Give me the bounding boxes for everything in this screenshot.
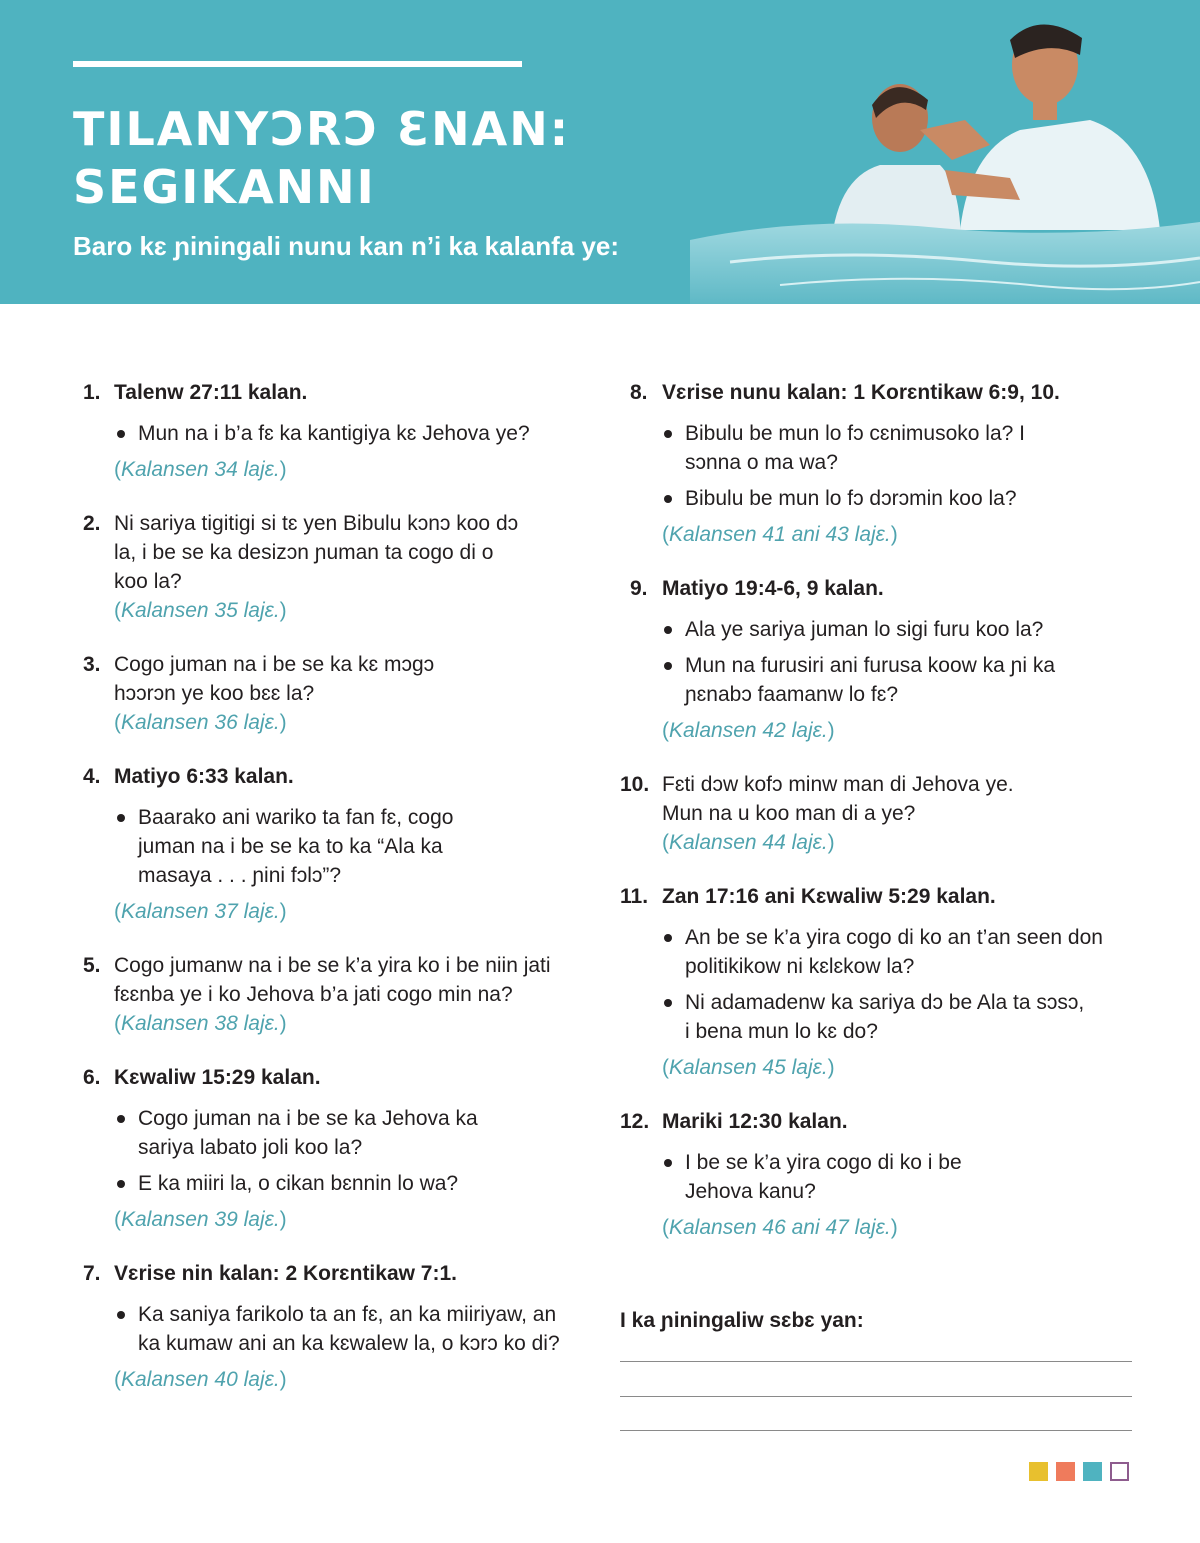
question-bullet: Baarako ani wariko ta fan fɛ, cogo juman na i be se ka to ka “Ala ka masaya . . . ɲini fɔlɔ”? <box>138 803 498 890</box>
page-title <box>73 100 570 216</box>
question-item <box>83 951 603 1038</box>
question-text: Fɛti dɔw kofɔ minw man di Jehova ye. Mun na u koo man di a ye? <box>662 773 1014 825</box>
question-bullet: Mun na furusiri ani furusa koow ka ɲi ka ɲɛnabɔ faamanw lo fɛ? <box>685 651 1105 709</box>
question-text: Vɛrise nin kalan: 2 Korɛntikaw 7:1. <box>114 1262 457 1285</box>
lesson-reference: (Kalansen 44 lajɛ.) <box>662 831 835 854</box>
question-bullet: I be se k’a yira cogo di ko i be Jehova kanu? <box>685 1148 1005 1206</box>
lesson-reference: (Kalansen 41 ani 43 lajɛ.) <box>662 523 898 546</box>
question-number: 11. <box>620 885 649 908</box>
note-line[interactable] <box>620 1396 1132 1397</box>
lesson-reference: (Kalansen 40 lajɛ.) <box>114 1368 287 1391</box>
question-bullet: Mun na i b’a fɛ ka kantigiya kɛ Jehova ye? <box>138 419 603 448</box>
question-number: 12. <box>620 1110 650 1133</box>
teal-square <box>1083 1462 1102 1481</box>
note-line[interactable] <box>620 1430 1132 1431</box>
question-text: Kɛwaliw 15:29 kalan. <box>114 1066 321 1089</box>
orange-square <box>1056 1462 1075 1481</box>
question-bullet: Ni adamadenw ka sariya dɔ be Ala ta sɔsɔ, i bena mun lo kɛ do? <box>685 988 1085 1046</box>
question-text: Cogo juman na i be se ka kɛ mɔgɔ hɔɔrɔn ye koo bɛɛ la? <box>114 653 435 705</box>
question-bullet: Bibulu be mun lo fɔ cɛnimusoko la? I sɔnna o ma wa? <box>685 419 1065 477</box>
purple-outline-square <box>1110 1462 1129 1481</box>
question-item <box>620 378 1140 549</box>
lesson-reference: (Kalansen 42 lajɛ.) <box>662 719 835 742</box>
questions-left-column <box>83 378 603 1394</box>
question-bullet: Cogo juman na i be se ka Jehova ka sariya labato joli koo la? <box>138 1104 538 1162</box>
question-bullet: An be se k’a yira cogo di ko an t’an seen don politikikow ni kɛlɛkow la? <box>685 923 1105 981</box>
question-text: Vɛrise nunu kalan: 1 Korɛntikaw 6:9, 10. <box>662 381 1060 404</box>
question-item <box>83 378 603 484</box>
header-banner <box>0 0 1200 304</box>
lesson-reference: (Kalansen 36 lajɛ.) <box>114 711 287 734</box>
question-number: 1. <box>83 381 101 404</box>
question-item <box>620 882 1140 1082</box>
yellow-square <box>1029 1462 1048 1481</box>
question-bullet: Ka saniya farikolo ta an fɛ, an ka miiriyaw, an ka kumaw ani an ka kɛwalew la, o kɔrɔ ko di? <box>138 1300 578 1358</box>
question-text: Talenw 27:11 kalan. <box>114 381 308 404</box>
lesson-reference: (Kalansen 37 lajɛ.) <box>114 900 287 923</box>
question-number: 9. <box>630 577 648 600</box>
question-item <box>83 650 603 737</box>
lesson-reference: (Kalansen 39 lajɛ.) <box>114 1208 287 1231</box>
question-text: Mariki 12:30 kalan. <box>662 1110 848 1133</box>
lesson-reference: (Kalansen 35 lajɛ.) <box>114 599 287 622</box>
lesson-reference: (Kalansen 34 lajɛ.) <box>114 458 287 481</box>
question-number: 3. <box>83 653 101 676</box>
color-squares <box>1029 1462 1129 1481</box>
page-subtitle: Baro kɛ ɲiningali nunu kan n’i ka kalanfa ye: <box>73 231 620 261</box>
lesson-reference: (Kalansen 38 lajɛ.) <box>114 1012 287 1035</box>
page-title-line2: SEGIKANNI <box>73 160 376 214</box>
question-number: 7. <box>83 1262 101 1285</box>
question-item <box>83 762 603 926</box>
question-number: 8. <box>630 381 648 404</box>
question-number: 10. <box>620 773 650 796</box>
question-item <box>620 770 1140 857</box>
notes-label: I ka ɲiningaliw sɛbɛ yan: <box>620 1309 864 1332</box>
question-item <box>620 574 1140 745</box>
question-number: 2. <box>83 512 101 535</box>
question-bullet: E ka miiri la, o cikan bɛnnin lo wa? <box>138 1169 603 1198</box>
questions-right-column <box>620 378 1140 1242</box>
question-bullet: Ala ye sariya juman lo sigi furu koo la? <box>685 615 1140 644</box>
question-number: 4. <box>83 765 101 788</box>
question-item <box>620 1107 1140 1242</box>
question-text: Cogo jumanw na i be se k’a yira ko i be niin jati fɛɛnba ye i ko Jehova b’a jati cogo min na? <box>114 954 551 1006</box>
note-line[interactable] <box>620 1361 1132 1362</box>
question-text: Ni sariya tigitigi si tɛ yen Bibulu kɔnɔ koo dɔ la, i be se ka desizɔn ɲuman ta cogo di o koo la? <box>114 512 519 593</box>
lesson-reference: (Kalansen 46 ani 47 lajɛ.) <box>662 1216 898 1239</box>
question-number: 5. <box>83 954 101 977</box>
question-item <box>83 1063 603 1234</box>
question-item <box>83 1259 603 1394</box>
question-item <box>83 509 603 625</box>
question-bullet: Bibulu be mun lo fɔ dɔrɔmin koo la? <box>685 484 1140 513</box>
question-text: Matiyo 6:33 kalan. <box>114 765 294 788</box>
question-number: 6. <box>83 1066 101 1089</box>
header-rule <box>73 61 522 67</box>
baptism-illustration <box>690 0 1200 304</box>
question-text: Zan 17:16 ani Kɛwaliw 5:29 kalan. <box>662 885 996 908</box>
question-text: Matiyo 19:4-6, 9 kalan. <box>662 577 884 600</box>
lesson-reference: (Kalansen 45 lajɛ.) <box>662 1056 835 1079</box>
page-title-line1: TILANYƆRƆ ƐNAN: <box>73 102 571 156</box>
